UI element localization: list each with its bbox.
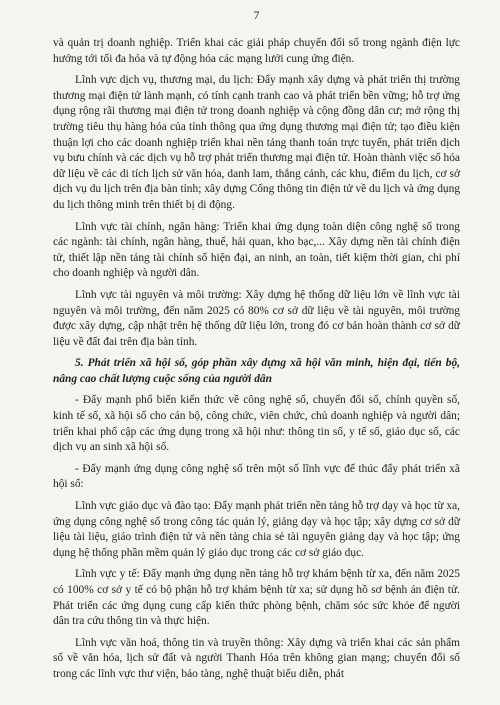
document-body xyxy=(53,36,460,683)
paragraph-culture-information: Lĩnh vực văn hoá, thông tin và truyền thông: Xây dựng và triển khai các sản phẩm số về văn hóa, lịch sử đất và người Thanh Hóa trên không gian mạng; chuyển đổi số trong các lĩnh vực thư viện, bảo tàng, nghệ thuật biểu diễn, phát xyxy=(53,636,460,680)
paragraph-digital-knowledge: - Đẩy mạnh phổ biến kiến thức về công nghệ số, chuyển đổi số, chính quyền số, kinh tế số, xã hội số cho cán bộ, công chức, viên chức, chủ doanh nghiệp và người dân; triển khai phổ cập các ứng dụng trong xã hội như: thông tin số, y tế số, giáo dục số, các dịch vụ an sinh xã hội số. xyxy=(53,394,460,454)
paragraph-services-commerce-tourism: Lĩnh vực dịch vụ, thương mại, du lịch: Đẩy mạnh xây dựng và phát triển thị trường thương mại điện tử lành mạnh, có tính cạnh tranh cao và phát triển bền vững; hỗ trợ ứng dụng rộng rãi thương mại điện tử trong doanh nghiệp và cộng đồng dân cư; mở rộng thị trường tiêu thụ hàng hóa của tỉnh thông qua ứng dụng thương mại điện tử; tạo điều kiện thuận lợi cho các doanh nghiệp triển khai nền tảng thanh toán trực tuyến, phát triển dịch vụ bưu chính và các dịch vụ hỗ trợ phát triển thương mại điện tử. Hoàn thành việc số hóa dữ liệu về các di tích lịch sử văn hóa, danh lam, thắng cảnh, các khu, điểm du lịch, cơ sở dịch vụ du lịch trên địa bàn tỉnh; xây dựng Cổng thông tin điện tử về du lịch và ứng dụng du lịch thông minh trên thiết bị di động. xyxy=(53,74,461,211)
section-heading-digital-society: 5. Phát triển xã hội số, góp phần xây dựng xã hội văn minh, hiện đại, tiến bộ, nâng cao chất lượng cuộc sống của người dân xyxy=(53,357,460,385)
page-number: 7 xyxy=(253,8,260,22)
paragraph-finance-banking: Lĩnh vực tài chính, ngân hàng: Triển khai ứng dụng toàn diện công nghệ số trong các ngành: tài chính, ngân hàng, thuế, hải quan, kho bạc,... Xây dựng nền tài chính điện tử, thiết lập nền tảng tài chính số hiện đại, an ninh, an toàn, tiết kiệm thời gian, chi phí cho doanh nghiệp và người dân. xyxy=(53,220,460,280)
paragraph-digital-application-intro: - Đẩy mạnh ứng dụng công nghệ số trên một số lĩnh vực để thúc đẩy phát triển xã hội số: xyxy=(53,462,460,491)
paragraph-continuation-energy: và quản trị doanh nghiệp. Triển khai các giải pháp chuyển đổi số trong ngành điện lực hướng tới tối đa hóa và tự động hóa các mạng lưới cung ứng điện. xyxy=(53,37,460,65)
paragraph-natural-resources: Lĩnh vực tài nguyên và môi trường: Xây dựng hệ thống dữ liệu lớn về lĩnh vực tài nguyên và môi trường, đến năm 2025 có 80% cơ sở dữ liệu về tài nguyên, môi trường được xây dựng, cập nhật trên hệ thống dữ liệu lớn, trong đó cơ bản hoàn thành cơ sở dữ liệu về đất đai trên địa bàn tỉnh. xyxy=(53,288,460,348)
paragraph-education-training: Lĩnh vực giáo dục và đào tạo: Đẩy mạnh phát triển nền tảng hỗ trợ dạy và học từ xa, ứng dụng công nghệ số trong công tác quản lý, giảng dạy và học tập; xây dựng cơ sở dữ liệu tài liệu, giáo trình điện tử và nền tảng chia sẻ tài nguyên giảng dạy và học tập; ứng dụng hệ thống phần mềm quản lý giáo dục trong các cơ sở giáo dục. xyxy=(53,500,460,559)
paragraph-healthcare: Lĩnh vực y tế: Đẩy mạnh ứng dụng nền tảng hỗ trợ khám bệnh từ xa, đến năm 2025 có 100% cơ sở y tế có bộ phận hỗ trợ khám bệnh từ xa; sử dụng hồ sơ bệnh án điện tử. Phát triển các ứng dụng cung cấp kiến thức phòng bệnh, chăm sóc sức khỏe để người dân tra cứu thông tin và thực hiện. xyxy=(53,568,460,628)
